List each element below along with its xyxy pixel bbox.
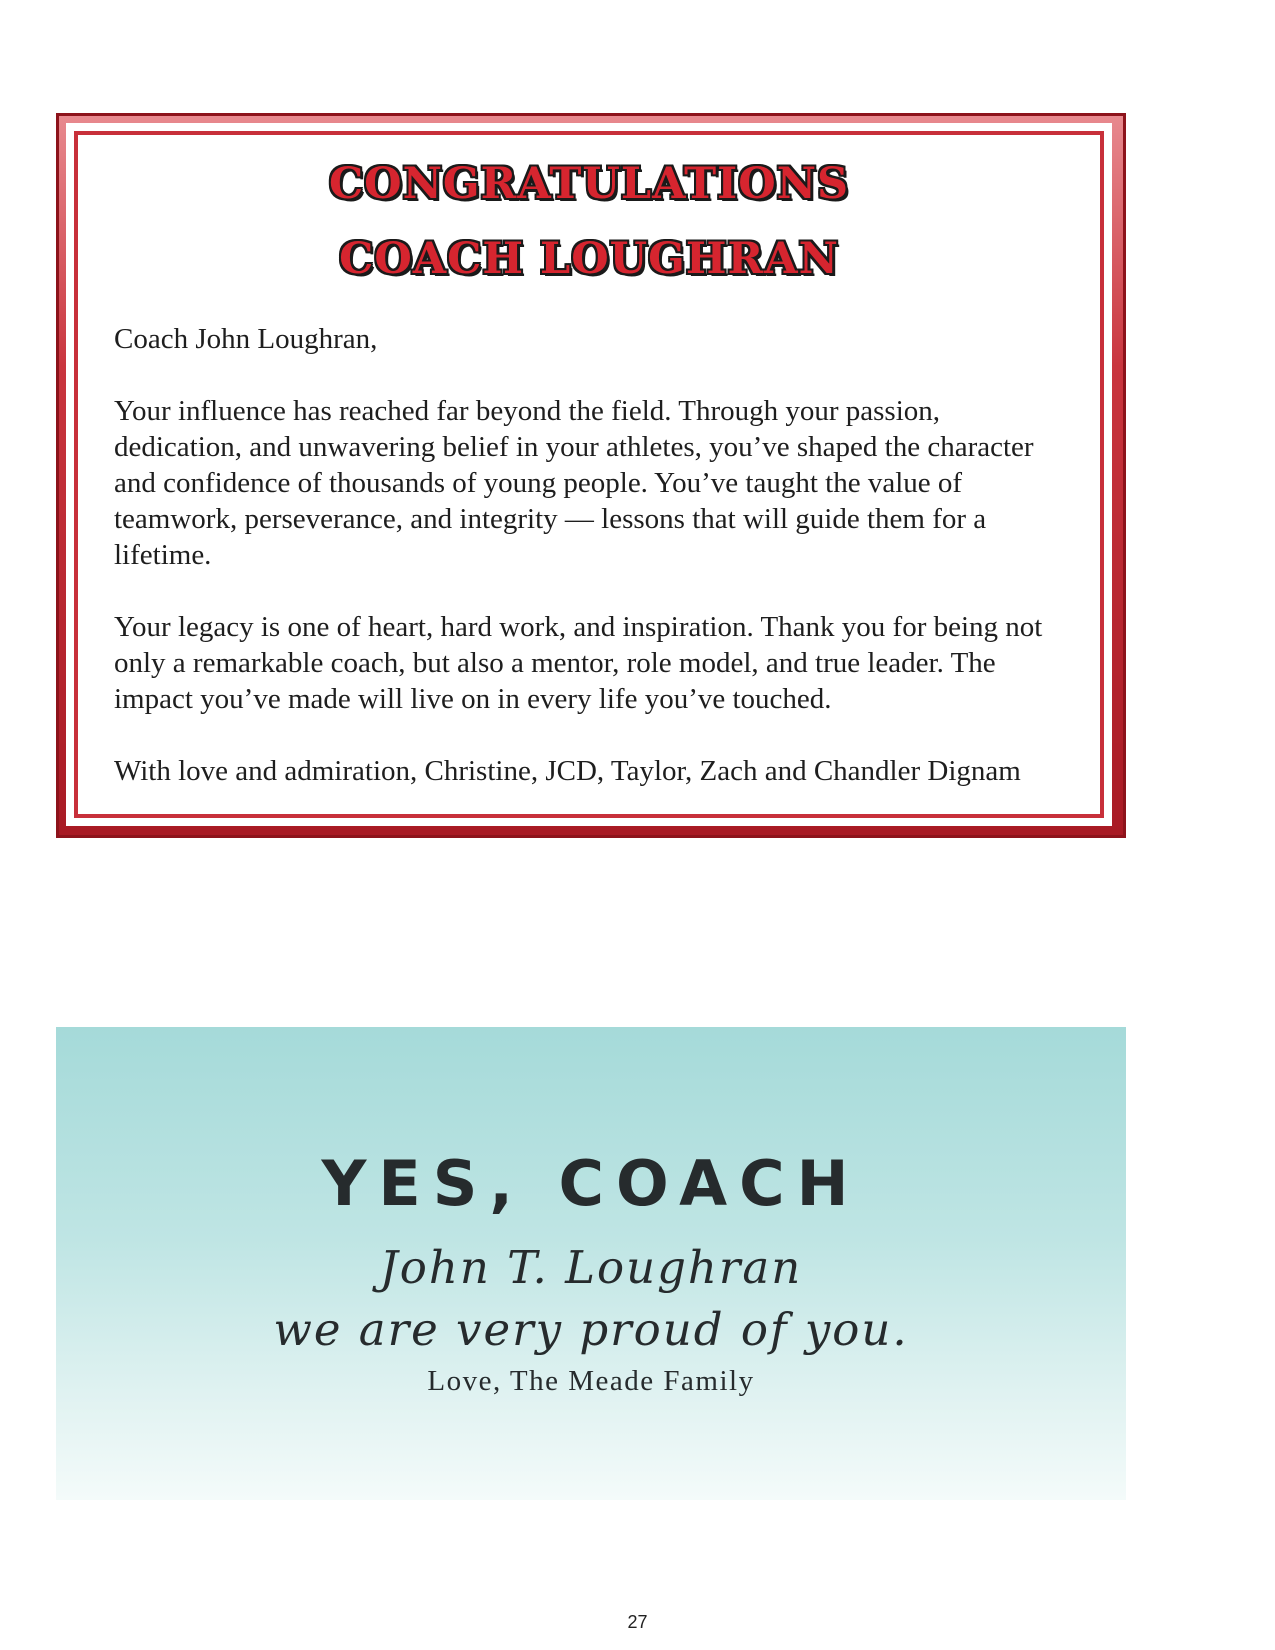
- headline-congratulations: CONGRATULATIONS: [328, 159, 850, 209]
- coach-name-line: John T. Loughran: [379, 1241, 803, 1294]
- congratulations-ad: [56, 113, 1126, 838]
- family-signature: Love, The Meade Family: [427, 1365, 755, 1397]
- letter-paragraph-1: Your influence has reached far beyond the field. Through your passion, dedication, and unwavering belief in your athletes, you’ve shaped the character and confidence of thousands of young people. You’ve taught the value of teamwork, perseverance, and integrity — lessons that will guide them for a lifetime.: [114, 395, 1034, 571]
- page-number: 27: [627, 1612, 648, 1632]
- letter-signature: With love and admiration, Christine, JCD, Taylor, Zach and Chandler Dignam: [114, 755, 1021, 787]
- yes-coach-ad: [56, 1027, 1126, 1500]
- yes-coach-headline: YES, COACH: [321, 1147, 861, 1220]
- ad-content: [114, 147, 1064, 806]
- letter-greeting: Coach John Loughran,: [114, 323, 378, 355]
- ad-inner-panel: [66, 123, 1112, 826]
- letter-paragraph-2: Your legacy is one of heart, hard work, and inspiration. Thank you for being not only a remarkable coach, but also a mentor, role model, and true leader. The impact you’ve made will live on in every life you’ve touched.: [114, 611, 1043, 715]
- proud-line: we are very proud of you.: [273, 1303, 909, 1356]
- headline-coach-loughran: COACH LOUGHRAN: [339, 234, 839, 284]
